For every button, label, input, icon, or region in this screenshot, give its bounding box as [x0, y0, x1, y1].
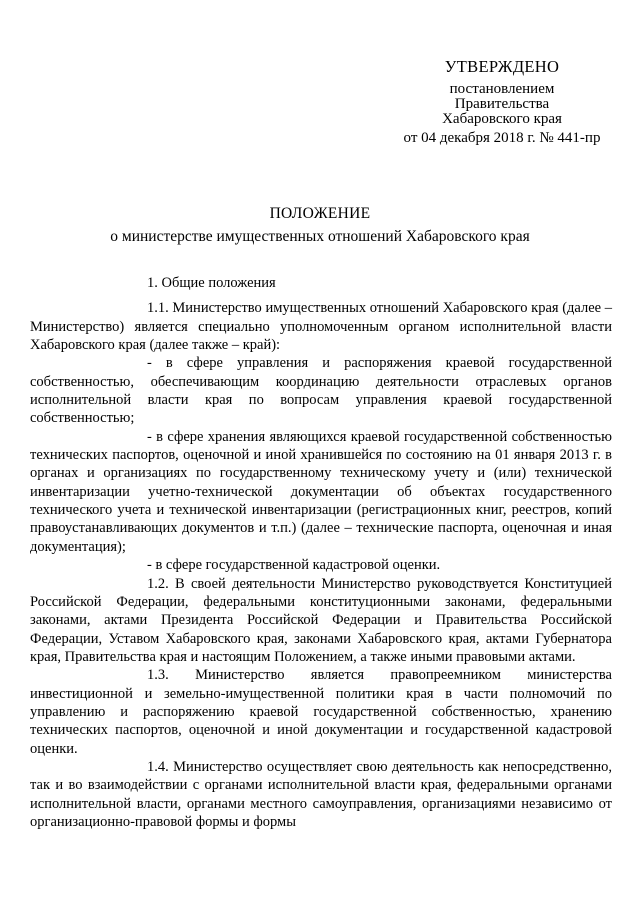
document-heading: [30, 205, 610, 246]
paragraph-1-2: 1.2. В своей деятельности Министерство руководствуется Конституцией Российской Федерации, федеральными конституционными законами, федеральными законами, актами Президента Российской Федерации и Правительства Российской Федерации, Уставом Хабаровского края, законами Хабаровского края, актами Губернатора края, Правительства края и настоящим Положением, а также иными правовыми актами.: [30, 575, 612, 665]
approval-stamp: [392, 58, 612, 146]
document-title: ПОЛОЖЕНИЕ: [269, 205, 371, 222]
approval-date: от 04 декабря 2018 г. № 441-пр: [403, 130, 601, 146]
section-heading: 1. Общие положения: [147, 275, 276, 291]
paragraph-1-4: 1.4. Министерство осуществляет свою деятельность как непосредственно, так и во взаимодействии с органами исполнительной власти края, федеральными органами исполнительной власти, органами местного самоуправления, организациями независимо от организационно-правовой формы и формы: [30, 758, 612, 830]
document-subtitle: о министерстве имущественных отношений Хабаровского края: [110, 228, 530, 245]
paragraph-1-1: 1.1. Министерство имущественных отношений Хабаровского края (далее – Министерство) является специально уполномоченным органом исполнительной власти Хабаровского края (далее также – край):: [30, 300, 612, 354]
paragraph-1-3: 1.3. Министерство является правопреемником министерства инвестиционной и земельно-имущественной политики края в части полномочий по управлению и распоряжению краевой государственной собственностью, хранению технических паспортов, оценочной и иной документации и государственной кадастровой оценки.: [30, 667, 612, 757]
paragraph-bullet-storage: - в сфере хранения являющихся краевой государственной собственностью технических паспортов, оценочной и иной хранившейся по состоянию на 01 января 2013 г. в органах и организациях по государственному техническому учету и (или) технической инвентаризации учетно-технической документации об объектах государственного технического учета и технической инвентаризации (регистрационных книг, реестров, копий правоустанавливающих документов и т.п.) (далее – технические паспорта, оценочная и иная документация);: [30, 428, 612, 555]
approval-line-3: Хабаровского края: [442, 111, 562, 127]
approval-line-1: постановлением: [449, 81, 555, 97]
approval-title: УТВЕРЖДЕНО: [444, 57, 560, 76]
approval-line-2: Правительства: [454, 96, 550, 112]
document-body: [30, 274, 612, 831]
paragraph-bullet-management: - в сфере управления и распоряжения краевой государственной собственностью, обеспечивающим координацию деятельности отраслевых органов исполнительной власти края по вопросам управления краевой государственной собственностью;: [30, 355, 612, 427]
paragraph-bullet-cadastral: - в сфере государственной кадастровой оценки.: [147, 557, 441, 574]
